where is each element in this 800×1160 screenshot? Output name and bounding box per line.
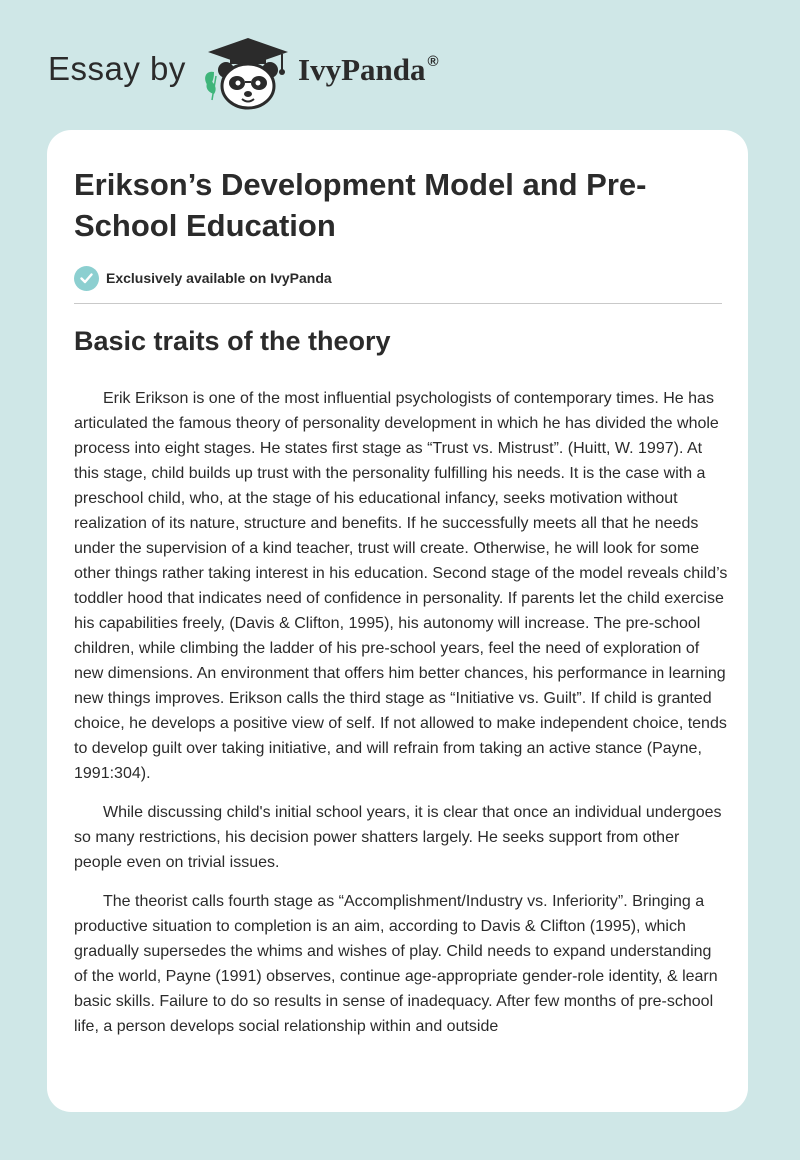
- badge-text: Exclusively available on IvyPanda: [106, 270, 332, 286]
- section-heading: Basic traits of the theory: [74, 326, 391, 356]
- divider: [74, 303, 722, 304]
- brand-name-text: IvyPanda: [298, 52, 426, 87]
- exclusive-badge: [74, 265, 332, 291]
- paragraph: Erik Erikson is one of the most influential psychologists of contemporary times. He has articulated the famous theory of personality development in which he has divided the whole process into eight stages. He states first stage as “Trust vs. Mistrust”. (Huitt, W. 1997). At this stage, child builds up trust with the personality fulfilling his needs. It is the case with a preschool child, who, at the stage of his educational infancy, seeks motivation without realization of its nature, structure and benefits. If he successfully meets all that he needs under the supervision of a kind teacher, trust will create. Otherwise, he will look for some other things rather taking interest in his education. Second stage of the model reveals child’s toddler hood that indicates need of confidence in personality. If parents let the child exercise his capabilities freely, (Davis & Clifton, 1995), his autonomy will increase. The pre-school children, while climbing the ladder of his pre-school years, feel the need of exploration of new dimensions. An environment that offers him better chances, his performance in learning new things improves. Erikson calls the third stage as “Initiative vs. Guilt”. If child is granted choice, he develops a positive view of self. If not allowed to make independent choice, tends to develop guilt over taking initiative, and will refrain from taking an active stance (Payne, 1991:304).: [74, 390, 728, 782]
- brand-name[interactable]: [298, 52, 439, 88]
- paragraph: While discussing child's initial school years, it is clear that once an individual undergoes so many restrictions, his decision power shatters largely. He seeks support from other people even on trivial issues.: [74, 804, 722, 871]
- site-header: [0, 0, 800, 130]
- brand-prefix: Essay by: [48, 50, 186, 87]
- paragraph: The theorist calls fourth stage as “Accomplishment/Industry vs. Inferiority”. Bringing a productive situation to completion is an aim, according to Davis & Clifton (1995), which gradually supersedes the whims and wishes of play. Child needs to expand understanding of the world, Payne (1991) observes, continue age-appropriate gender-role identity, & learn basic skills. Failure to do so results in sense of inadequacy. After few months of pre-school life, a person develops social relationship within and outside: [74, 893, 718, 1035]
- registered-mark: ®: [427, 53, 439, 70]
- essay-card: [47, 130, 748, 1112]
- essay-body: [74, 386, 729, 1053]
- essay-title: Erikson’s Development Model and Pre-School Education: [74, 167, 647, 243]
- panda-graduate-icon[interactable]: [200, 36, 296, 110]
- check-icon: [74, 266, 99, 291]
